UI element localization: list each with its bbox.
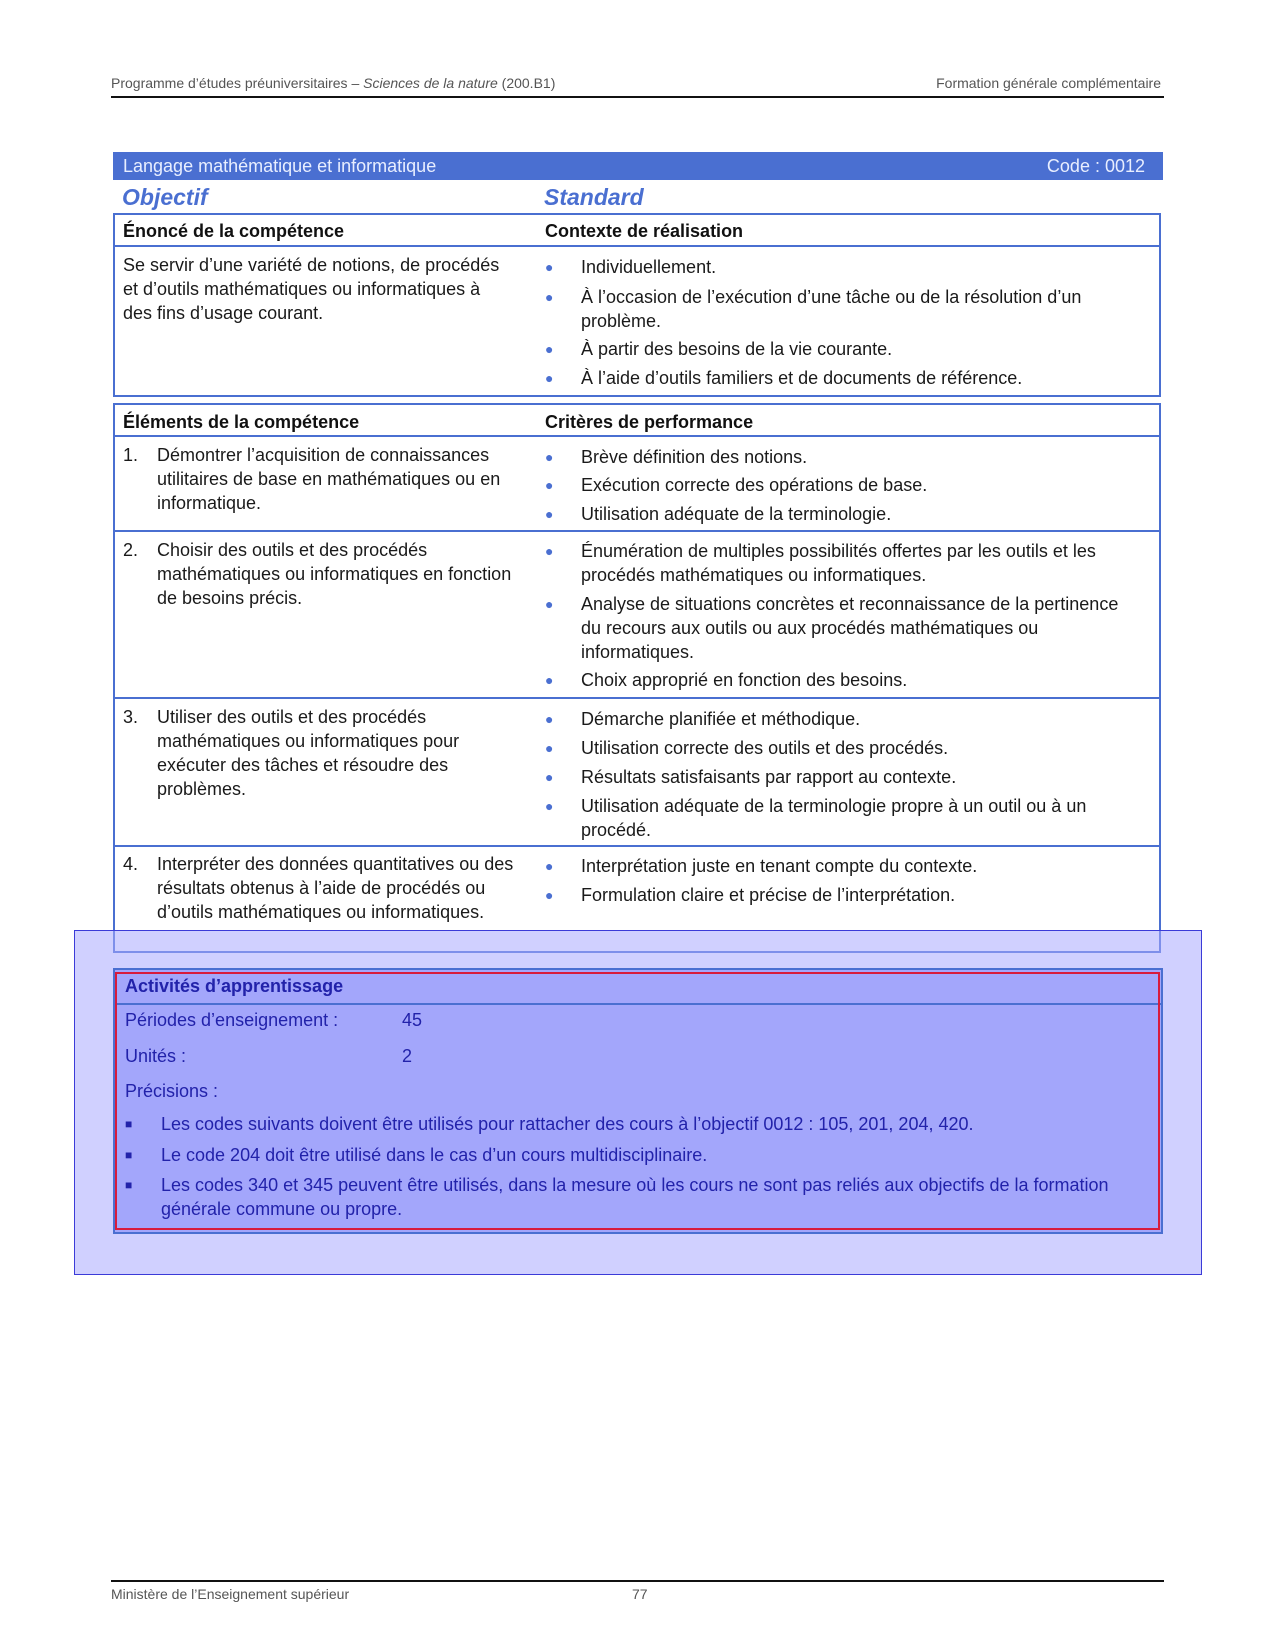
- divider: [115, 845, 1159, 847]
- enonce-text: Se servir d’une variété de notions, de procédés et d’outils mathématiques ou informatiques à des fins d’usage courant.: [123, 255, 500, 323]
- competence-title-bar: [113, 152, 1163, 180]
- elements-heading: Éléments de la compétence: [123, 412, 360, 432]
- header-rule: [111, 96, 1164, 98]
- section-name: Formation générale complémentaire: [936, 75, 1161, 91]
- program-title: Programme d’études préuniversitaires – Sciences de la nature (200.B1): [111, 75, 556, 91]
- periodes-label: Périodes d’enseignement :: [125, 1010, 339, 1030]
- divider: [115, 530, 1159, 532]
- activites-heading: Activités d’apprentissage: [125, 976, 344, 996]
- objectif-heading: Objectif: [122, 184, 208, 210]
- unites-value: 2: [402, 1046, 413, 1066]
- footer-rule: [111, 1580, 1164, 1582]
- enonce-table: Énoncé de la compétence Contexte de réalisation Se servir d’une variété de notions, de procédés et d’outils mathématiques ou informatiques à des fins d’usage courant. ● Individuellement. ● À l’occasion de l’exécution d’une tâche ou de la résolution d’un problème. ● À partir des besoins de la vie courante. ● À l’aide d’outils familiers et de documents de référence.: [113, 213, 1161, 397]
- contexte-heading: Contexte de réalisation: [545, 221, 744, 241]
- divider: [115, 435, 1159, 437]
- standard-heading: Standard: [544, 184, 644, 210]
- competence-title: Langage mathématique et informatique: [123, 156, 437, 176]
- competence-code: Code : 0012: [1046, 156, 1145, 176]
- unites-label: Unités :: [125, 1046, 187, 1066]
- enonce-heading: Énoncé de la compétence: [123, 221, 345, 241]
- page-header: [111, 75, 1161, 95]
- activites-highlight-frame: [115, 972, 1160, 1230]
- divider: [115, 245, 1159, 247]
- page-number: 77: [632, 1586, 648, 1602]
- elements-table: Éléments de la compétence Critères de performance 1. Démontrer l’acquisition de connaissances utilitaires de base en mathématiques ou en informatique. ● Brève définition des notions. ● Exécution correcte des opérations de base. ● Utilisation adéquate de la terminologie. 2. Choisir des outils et des procédés mathématiques ou informatiques en fonction de besoins précis. ● Énumération de multiples possibilités offertes par les outils et les procédés mathématiques ou informatiques. ● Analyse de situations concrètes et reconnaissance de la pertinence du recours aux outils ou aux procédés mathématiques ou informatiques. ● Choix approprié en fonction des besoins. 3. Utiliser des outils et des procédés mathématiques ou informatiques pour exécuter des tâches et résoudre des problèmes. ● Démarche planifiée et méthodique. ● Utilisation correcte des outils et des procédés. ● Résultats satisfaisants par rapport au contexte. ● Utilisation adéquate de la terminologie propre à un outil ou à un procédé. 4. Interpréter des données quantitatives ou des résultats obtenus à l’aide de procédés ou d’outils mathématiques ou informatiques. ● Interprétation juste en tenant compte du contexte. ● Formulation claire et précise de l’interprétation.: [113, 403, 1161, 953]
- periodes-value: 45: [402, 1010, 423, 1030]
- precisions-label: Précisions :: [125, 1081, 219, 1101]
- criteres-heading: Critères de performance: [545, 412, 754, 432]
- footer-ministry: Ministère de l’Enseignement supérieur: [111, 1586, 350, 1602]
- activites-box: Activités d’apprentissage Périodes d’enseignement : 45 Unités : 2 Précisions : ■ Les codes suivants doivent être utilisés pour rattacher des cours à l’objectif 0012 : 105, 201, 204, 420. ■ Le code 204 doit être utilisé dans le cas d’un cours multidisciplinaire. ■ Les codes 340 et 345 peuvent être utilisés, dans la mesure où les cours ne sont pas reliés aux objectifs de la formation générale commune ou propre.: [113, 968, 1163, 1234]
- divider: [115, 697, 1159, 699]
